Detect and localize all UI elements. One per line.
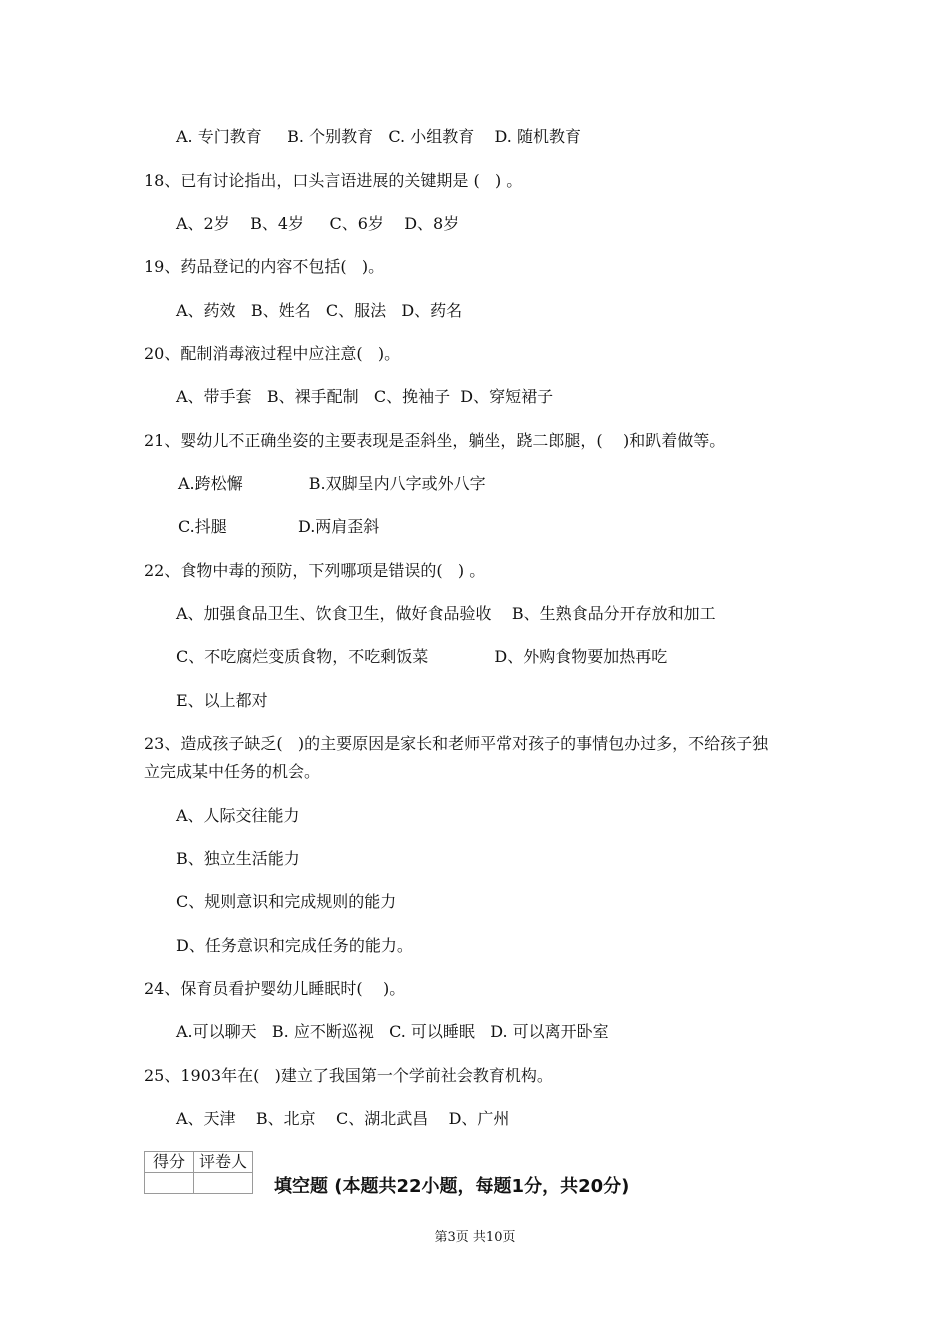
grader-cell	[194, 1173, 253, 1194]
q17-options: A. 专门教育 B. 个别教育 C. 小组教育 D. 随机教育	[176, 127, 581, 146]
score-cell	[145, 1173, 194, 1194]
question-19: 19、药品登记的内容不包括( )。	[144, 257, 385, 276]
q18-options: A、2岁 B、4岁 C、6岁 D、8岁	[176, 214, 460, 233]
page-footer: 第3页 共10页	[434, 1230, 516, 1245]
q24-options: A.可以聊天 B. 应不断巡视 C. 可以睡眠 D. 可以离开卧室	[176, 1022, 609, 1041]
question-25: 25、1903年在( )建立了我国第一个学前社会教育机构。	[144, 1066, 553, 1085]
q23-option-b: B、独立生活能力	[176, 849, 300, 868]
q21-options-cd: C.抖腿 D.两肩歪斜	[178, 517, 380, 536]
question-20: 20、配制消毒液过程中应注意( )。	[144, 344, 401, 363]
section-title: 填空题 (本题共22小题，每题1分，共20分)	[274, 1176, 630, 1197]
question-18: 18、已有讨论指出，口头言语进展的关键期是 ( ) 。	[144, 171, 523, 190]
question-21: 21、婴幼儿不正确坐姿的主要表现是歪斜坐，躺坐，跷二郎腿，( )和趴着做等。	[144, 431, 726, 450]
q22-option-e: E、以上都对	[176, 691, 268, 710]
q25-options: A、天津 B、北京 C、湖北武昌 D、广州	[176, 1109, 510, 1128]
question-22: 22、食物中毒的预防，下列哪项是错误的( ) 。	[144, 561, 486, 580]
q23-option-c: C、规则意识和完成规则的能力	[176, 892, 397, 911]
q21-options-ab: A.跨松懈 B.双脚呈内八字或外八字	[178, 474, 486, 493]
q22-options-ab: A、加强食品卫生、饮食卫生，做好食品验收 B、生熟食品分开存放和加工	[176, 604, 716, 623]
q22-options-cd: C、不吃腐烂变质食物，不吃剩饭菜 D、外购食物要加热再吃	[176, 647, 668, 666]
question-23-line-1: 23、造成孩子缺乏( )的主要原因是家长和老师平常对孩子的事情包办过多，不给孩子独	[144, 734, 769, 753]
score-table	[144, 1151, 253, 1194]
grader-label: 评卷人	[194, 1152, 253, 1173]
q23-option-a: A、人际交往能力	[176, 806, 300, 825]
q23-option-d: D、任务意识和完成任务的能力。	[176, 936, 413, 955]
question-23-line-2: 立完成某中任务的机会。	[144, 762, 321, 781]
q19-options: A、药效 B、姓名 C、服法 D、药名	[176, 301, 463, 320]
score-label: 得分	[145, 1152, 194, 1173]
question-24: 24、保育员看护婴幼儿睡眠时( )。	[144, 979, 406, 998]
q20-options: A、带手套 B、裸手配制 C、挽袖子 D、穿短裙子	[176, 387, 554, 406]
